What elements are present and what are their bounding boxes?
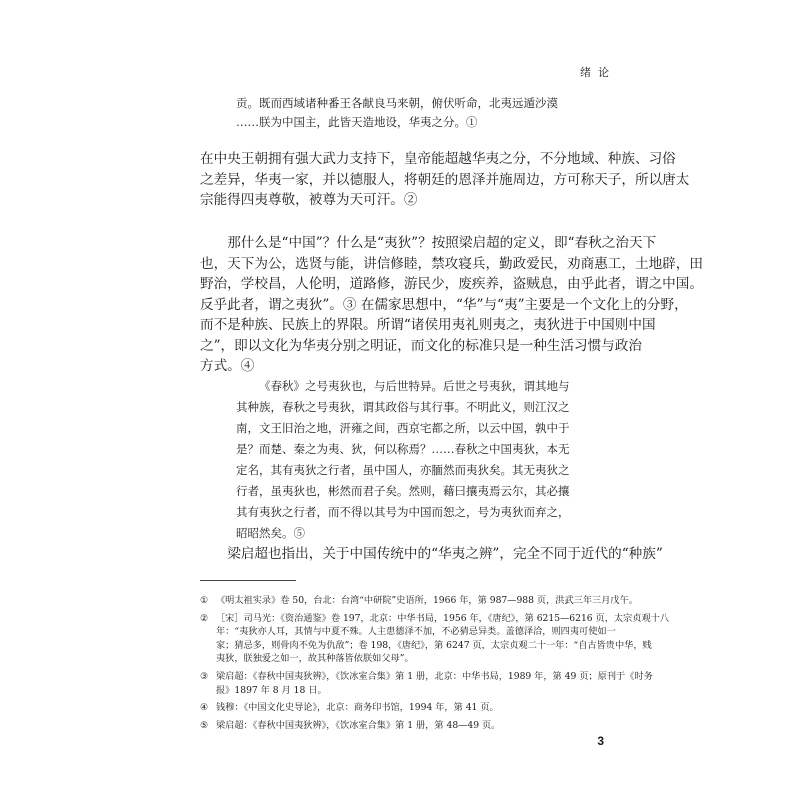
footnote-line: 夷狄，朕独爱之如一，故其种落皆依朕如父母”。 — [216, 653, 414, 665]
footnotes — [200, 594, 670, 732]
footnote-line: 报》1897 年 8 月 18 日。 — [216, 684, 327, 696]
body-line: 方式。④ — [200, 358, 255, 374]
footnote-line: 《明太祖实录》卷 50，台北：台湾“中研院”史语所，1966 年，第 987—988 页，洪武三年三月戊午。 — [216, 595, 638, 606]
footnote-3 — [200, 670, 653, 697]
quote-line: 其有夷狄之行者，而不得以其号为中国而恕之，号为夷狄而弃之， — [236, 505, 570, 519]
body-line: 那什么是“中国”？什么是“夷狄”？按照梁启超的定义，即“春秋之治天下 — [227, 235, 657, 251]
footnote-line: 钱穆：《中国文化史导论》，北京：商务印书馆，1994 年，第 41 页。 — [216, 702, 499, 714]
footnote-divider — [200, 580, 296, 581]
footnote-line: 梁启超：《春秋中国夷狄辨》，《饮冰室合集》第 1 册，第 48—49 页。 — [216, 719, 501, 731]
quote-line: 定名，其有夷狄之行者，虽中国人，亦腼然而夷狄矣。其无夷狄之 — [236, 463, 570, 477]
quote-line: ……朕为中国主，此皆天造地设，华夷之分。① — [236, 115, 478, 129]
footnote-line: 年：“夷狄亦人耳，其情与中夏不殊。人主患德泽不加，不必猜忌异类。盖德泽洽，则四夷可使如一 — [216, 626, 616, 638]
footnote-1 — [200, 594, 638, 608]
footnote-number: ④ — [200, 702, 209, 714]
page-number: 3 — [597, 734, 604, 748]
footnote-number: ① — [200, 595, 209, 606]
body-line: 野治，学校昌，人伦明，道路修，游民少，废疾养，盗贼息，由乎此者，谓之中国。 — [200, 276, 703, 292]
body-paragraph-3 — [200, 544, 663, 565]
footnote-5 — [200, 719, 600, 733]
footnote-4 — [200, 701, 600, 715]
footnote-line: 梁启超：《春秋中国夷狄辨》，《饮冰室合集》第 1 册，北京：中华书局，1989 年，第 49 页；原刊于《时务 — [216, 670, 653, 682]
block-quote-1 — [236, 94, 572, 132]
quote-line: 南，文王旧治之地，汧雍之间，西京宅都之所，以云中国，孰中于 — [236, 421, 570, 435]
footnote-line: ［宋］司马光：《资治通鉴》卷 197，北京：中华书局，1956 年，《唐纪》，第 6215—6216 页，太宗贞观十八 — [216, 612, 670, 624]
quote-line: 其种族，春秋之号夷狄，谓其政俗与其行事。不明此义，则江汉之 — [236, 400, 570, 414]
body-line: 梁启超也指出，关于中国传统中的“华夷之辨”，完全不同于近代的“种族” — [227, 546, 663, 562]
quote-line: 行者，虽夷狄也，彬然而君子矣。然则，藉曰攘夷焉云尔，其必攘 — [236, 484, 570, 498]
body-line: 之差异，华夷一家，并以德服人，将朝廷的恩泽并施周边，方可称天子，所以唐太 — [200, 171, 690, 188]
quote-line: 昭昭然矣。⑤ — [236, 526, 305, 540]
body-line: 而不是种族、民族上的界限。所谓“诸侯用夷礼则夷之，夷狄进于中国则中国 — [200, 317, 656, 333]
footnote-number: ② — [200, 612, 209, 624]
body-line: 之”，即以文化为华夷分别之明证，而文化的标准只是一种生活习惯与政治 — [200, 337, 642, 354]
footnote-line: 家；猜忌多，则骨肉不免为仇敌”；卷 198，《唐纪》，第 6247 页，太宗贞观二十一年：“自古皆贵中华，贱 — [216, 639, 652, 651]
quote-line: 贡。既而西域诸种番王各献良马来朝，俯伏听命，北夷远遁沙漠 — [236, 96, 558, 110]
body-paragraph-2 — [200, 233, 703, 377]
body-paragraph-1 — [200, 149, 690, 211]
running-header: 绪论 — [580, 66, 616, 79]
body-line: 反乎此者，谓之夷狄”。③ 在儒家思想中，“华”与“夷”主要是一个文化上的分野， — [200, 296, 688, 313]
body-line: 宗能得四夷尊敬，被尊为天可汗。② — [200, 192, 418, 208]
body-line: 也，天下为公，选贤与能，讲信修睦，禁攻寝兵，勤政爱民，劝商惠工，土地辟，田 — [200, 255, 703, 272]
footnote-number: ③ — [200, 670, 209, 682]
quote-line: 《春秋》之号夷狄也，与后世特异。后世之号夷狄，谓其地与 — [259, 379, 570, 393]
body-line: 在中央王朝拥有强大武力支持下，皇帝能超越华夷之分，不分地域、种族、习俗 — [200, 151, 676, 167]
block-quote-2 — [236, 376, 594, 544]
footnote-2 — [200, 612, 670, 666]
quote-line: 是？而楚、秦之为夷、狄，何以称焉？……春秋之中国夷狄，本无 — [236, 442, 570, 456]
footnote-number: ⑤ — [200, 719, 209, 731]
